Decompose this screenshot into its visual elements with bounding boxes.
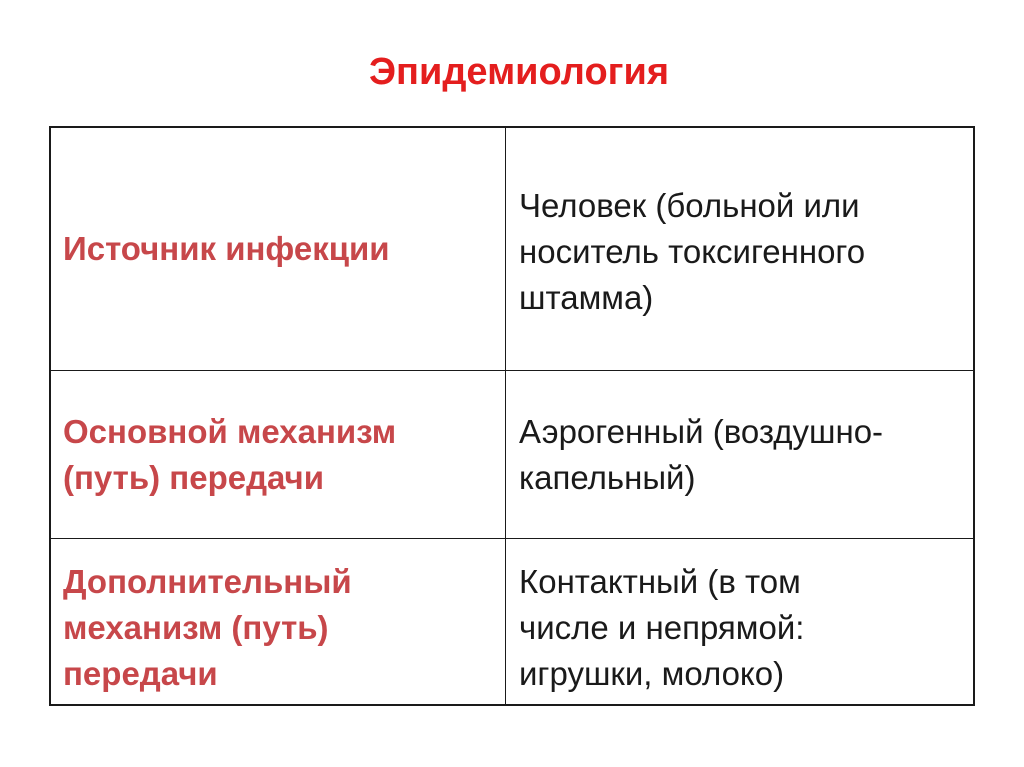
table-row-main-mechanism-value-cell xyxy=(506,371,973,539)
table-row-main-mechanism-label-cell xyxy=(51,371,506,539)
row-value: Контактный (в том числе и непрямой: игрушки, молоко) xyxy=(519,563,805,692)
row-value: Человек (больной или носитель токсигенного штамма) xyxy=(519,187,866,316)
row-value: Аэрогенный (воздушно- капельный) xyxy=(519,412,884,496)
table-row-additional-mechanism-value-cell xyxy=(506,539,973,704)
slide-title: Эпидемиология xyxy=(368,51,670,93)
table-row-source-label-cell xyxy=(51,128,506,371)
epidemiology-table xyxy=(49,126,975,706)
row-label: Дополнительный механизм (путь) передачи xyxy=(63,563,352,692)
row-label: Источник инфекции xyxy=(63,230,390,267)
table-row-source-value-cell xyxy=(506,128,973,371)
row-label: Основной механизм (путь) передачи xyxy=(63,412,397,496)
table-row-additional-mechanism-label-cell xyxy=(51,539,506,704)
